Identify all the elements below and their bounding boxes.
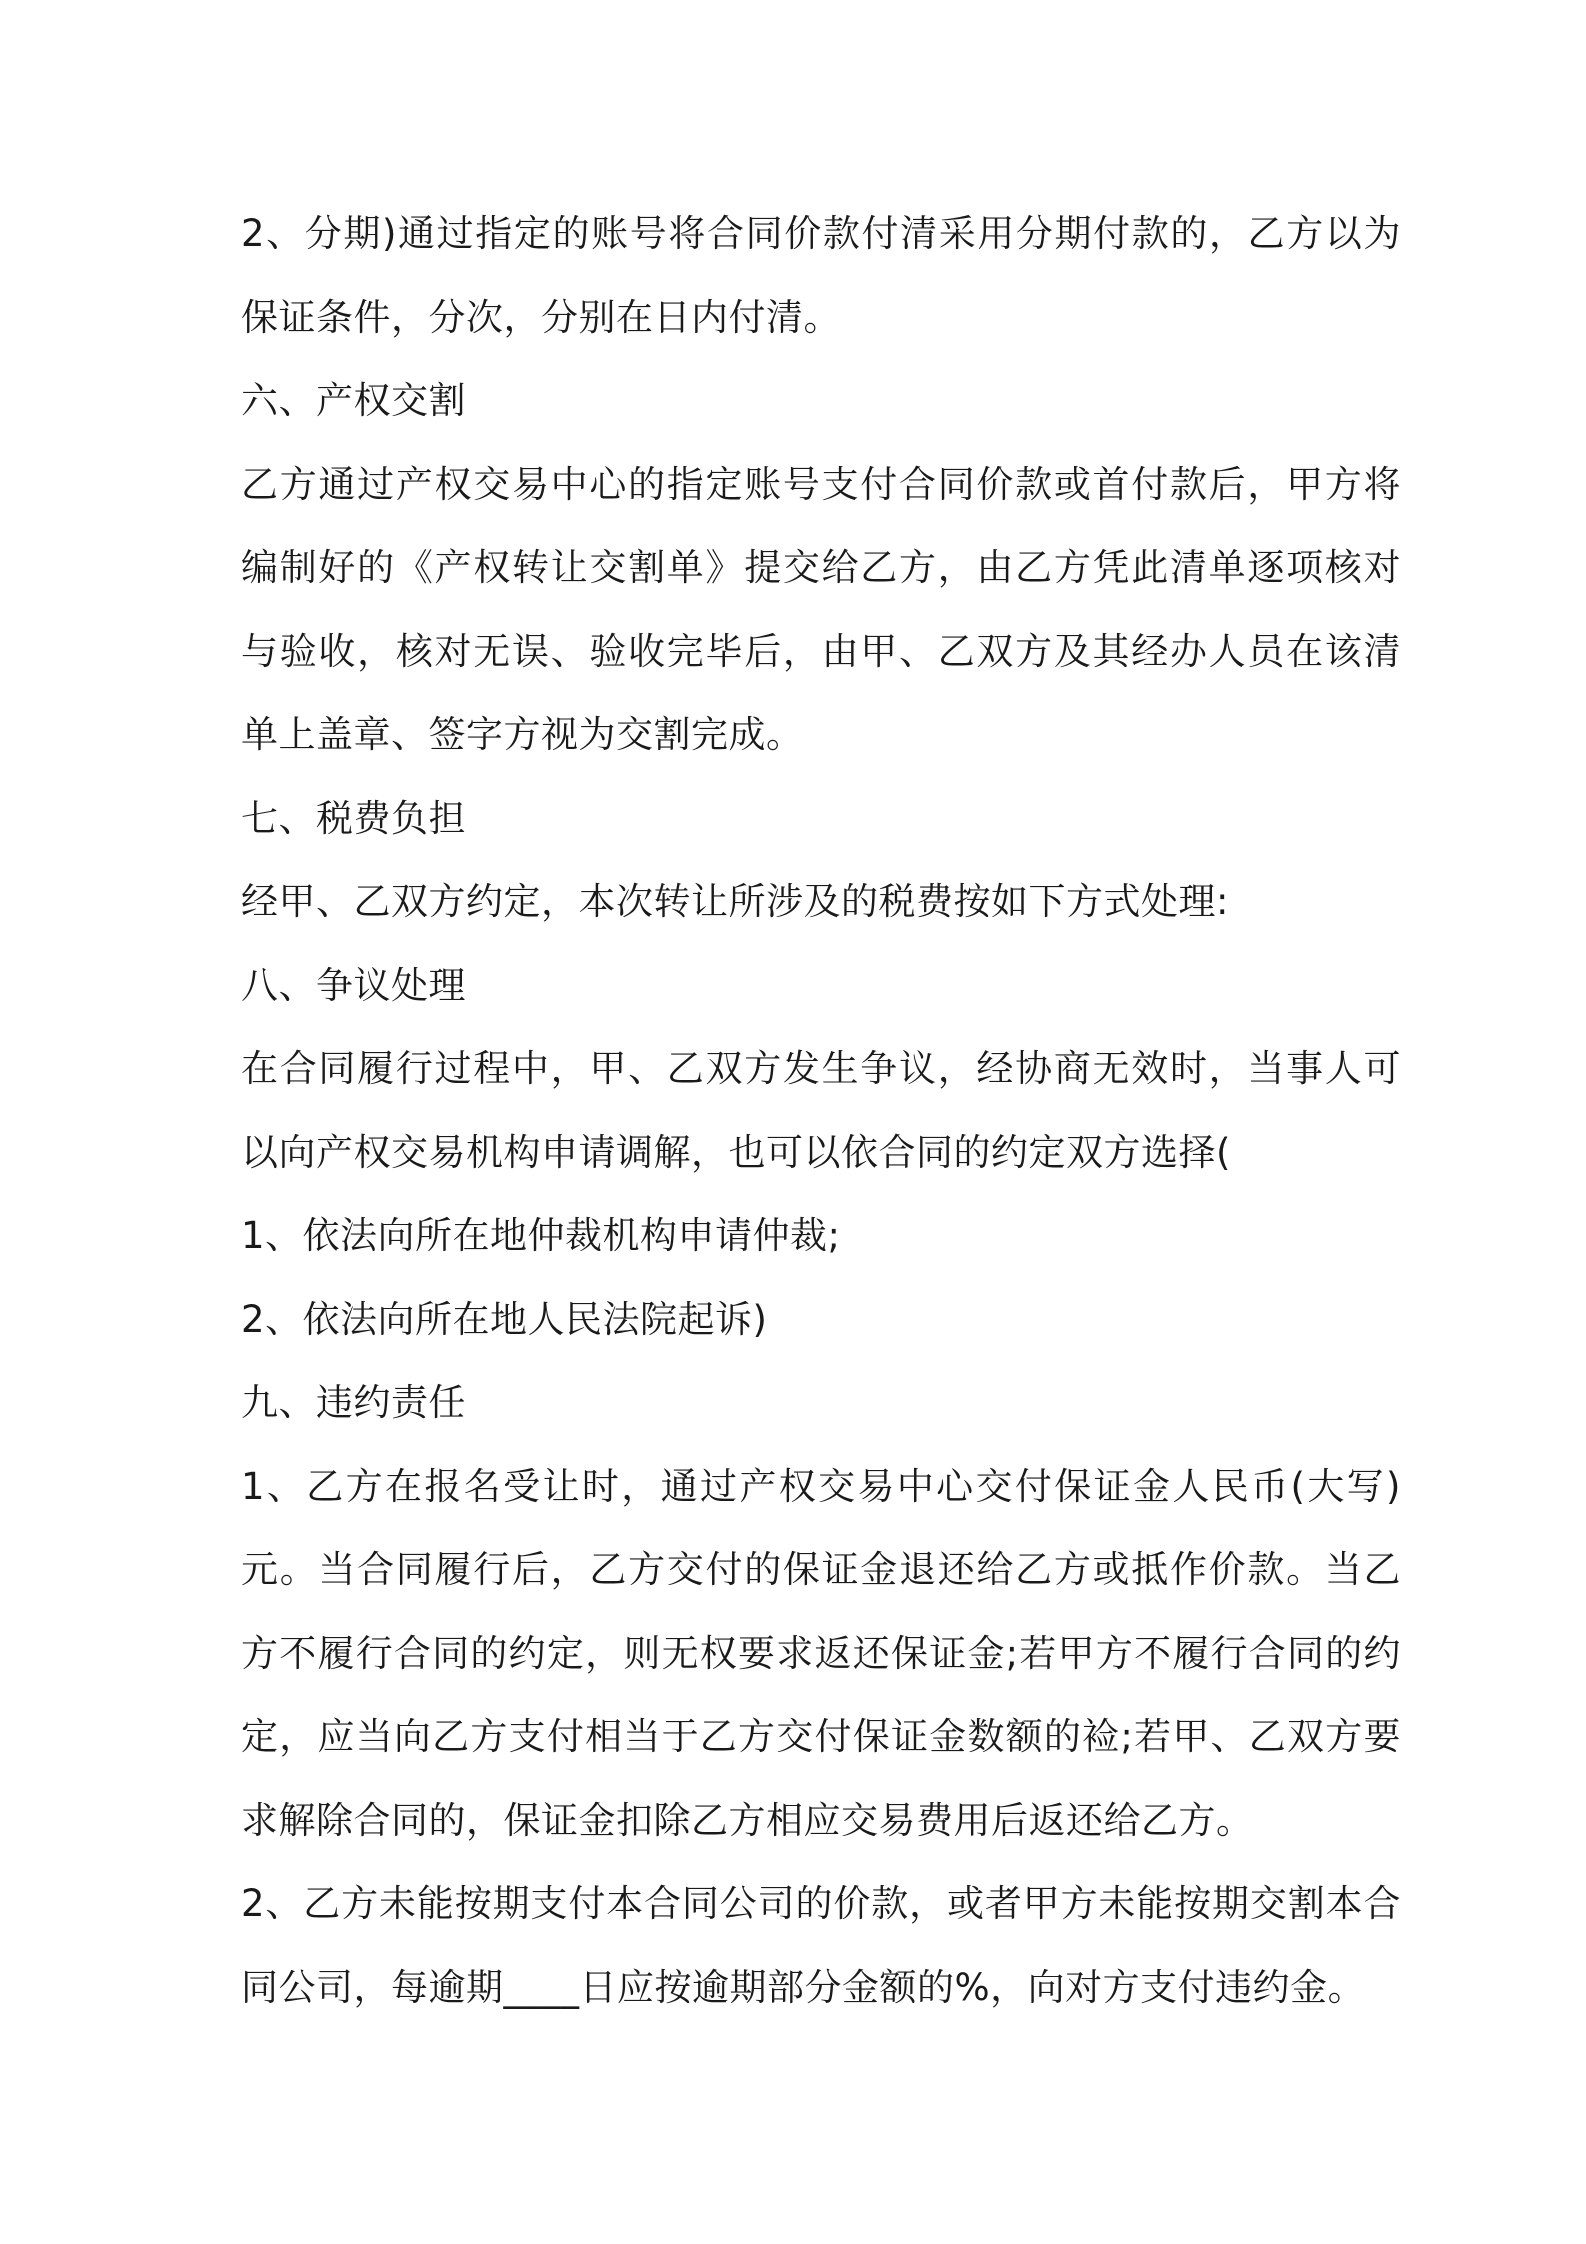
paragraph-dispute-option-1: 1、依法向所在地仲裁机构申请仲裁; bbox=[241, 1214, 841, 1257]
heading-breach-liability: 九、违约责任 bbox=[241, 1381, 466, 1424]
paragraph-breach-penalty: 2、乙方未能按期支付本合同公司的价款，或者甲方未能按期交割本合同公司，每逾期____日应按逾期部分金额的%，向对方支付违约金。 bbox=[241, 1882, 1401, 2009]
heading-tax-burden: 七、税费负担 bbox=[241, 796, 466, 840]
paragraph-tax-burden: 经甲、乙双方约定，本次转让所涉及的税费按如下方式处理: bbox=[241, 880, 1229, 923]
heading-dispute: 八、争议处理 bbox=[241, 963, 466, 1007]
paragraph-dispute-option-2: 2、依法向所在地人民法院起诉) bbox=[241, 1297, 768, 1341]
paragraph-installment: 2、分期)通过指定的账号将合同价款付清采用分期付款的，乙方以为保证条件，分次，分别在日内付清。 bbox=[241, 212, 1401, 339]
paragraph-property-transfer: 乙方通过产权交易中心的指定账号支付合同价款或首付款后，甲方将编制好的《产权转让交割单》提交给乙方，由乙方凭此清单逐项核对与验收，核对无误、验收完毕后，由甲、乙双方及其经办人员在该清单上盖章、签字方视为交割完成。 bbox=[241, 462, 1401, 756]
paragraph-breach-deposit: 1、乙方在报名受让时，通过产权交易中心交付保证金人民币(大写)元。当合同履行后，乙方交付的保证金退还给乙方或抵作价款。当乙方不履行合同的约定，则无权要求返还保证金;若甲方不履行合同的约定，应当向乙方支付相当于乙方交付保证金数额的裣;若甲、乙双方要求解除合同的，保证金扣除乙方相应交易费用后返还给乙方。 bbox=[241, 1464, 1401, 1842]
paragraph-dispute: 在合同履行过程中，甲、乙双方发生争议，经协商无效时，当事人可以向产权交易机构申请调解，也可以依合同的约定双方选择( bbox=[241, 1047, 1401, 1174]
document-body bbox=[241, 192, 1401, 2029]
heading-property-transfer: 六、产权交割 bbox=[241, 379, 466, 422]
